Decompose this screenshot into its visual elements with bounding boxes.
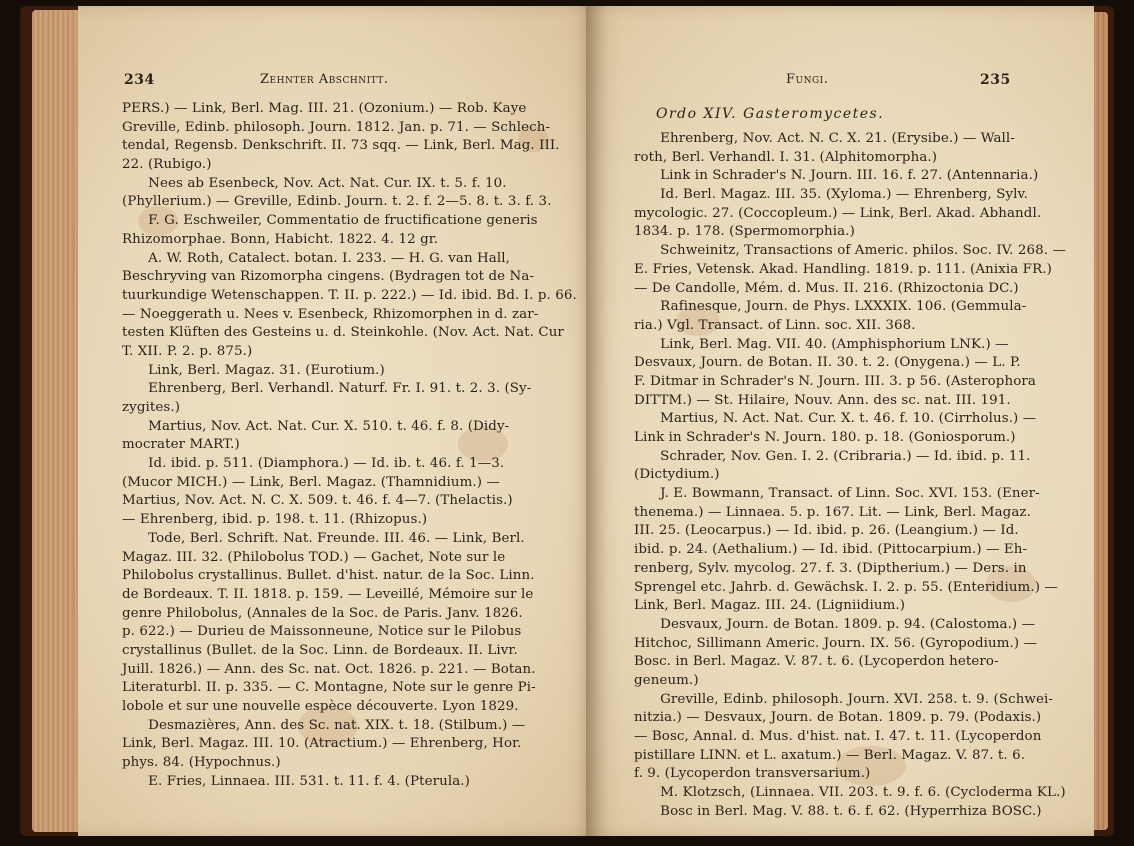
text-line: 1834. p. 178. (Spermomorphia.): [634, 224, 855, 240]
text-line: ria.) Vgl. Transact. of Linn. soc. XII. 368.: [634, 317, 916, 333]
left-running-head: Zehnter Abschnitt.: [260, 72, 389, 87]
left-page: [78, 6, 600, 836]
text-line: Greville, Edinb. philosoph. Journ. 1812. Jan. p. 71. — Schlech-: [122, 119, 551, 135]
text-line: Rafinesque, Journ. de Phys. LXXXIX. 106. (Gemmula-: [634, 299, 1027, 315]
text-line: M. Klotzsch, (Linnaea. VII. 203. t. 9. f. 6. (Cycloderma KL.): [634, 785, 1066, 801]
text-line: Martius, N. Act. Nat. Cur. X. t. 46. f. 10. (Cirrholus.) —: [634, 411, 1037, 427]
text-line: Link, Berl. Magaz. III. 24. (Ligniidium.): [634, 598, 906, 614]
text-line: J. E. Bowmann, Transact. of Linn. Soc. XVI. 153. (Ener-: [634, 486, 1040, 502]
text-line: Link, Berl. Magaz. III. 10. (Atractium.) — Ehrenberg, Hor.: [122, 736, 522, 752]
text-line: p. 622.) — Durieu de Maissonneune, Notice sur le Pilobus: [122, 624, 522, 640]
text-line: renberg, Sylv. mycolog. 27. f. 3. (Diptherium.) — Ders. in: [634, 560, 1027, 576]
text-line: thenema.) — Linnaea. 5. p. 167. Lit. — Link, Berl. Magaz.: [634, 504, 1031, 520]
text-line: Id. Berl. Magaz. III. 35. (Xyloma.) — Ehrenberg, Sylv.: [634, 187, 1028, 203]
text-line: Bosc in Berl. Mag. V. 88. t. 6. f. 62. (Hyperrhiza BOSC.): [634, 803, 1042, 819]
text-line: Tode, Berl. Schrift. Nat. Freunde. III. 46. — Link, Berl.: [122, 530, 525, 546]
text-line: — Bosc, Annal. d. Mus. d'hist. nat. I. 47. t. 11. (Lycoperdon: [634, 729, 1042, 744]
text-line: mocrater MART.): [122, 437, 240, 453]
text-line: Philobolus crystallinus. Bullet. d'hist. natur. de la Soc. Linn.: [122, 568, 535, 584]
text-line: F. G. Eschweiler, Commentatio de fructificatione generis: [122, 213, 538, 229]
text-line: Link, Berl. Magaz. 31. (Eurotium.): [122, 362, 385, 378]
page-edges-left: [32, 10, 78, 832]
text-line: Ehrenberg, Berl. Verhandl. Naturf. Fr. I. 91. t. 2. 3. (Sy-: [122, 381, 532, 397]
text-line: Rhizomorphae. Bonn, Habicht. 1822. 4. 12 gr.: [122, 231, 439, 247]
text-line: Literaturbl. II. p. 335. — C. Montagne, Note sur le genre Pi-: [122, 680, 536, 696]
text-line: Desvaux, Journ. de Botan. 1809. p. 94. (Calostoma.) —: [634, 616, 1036, 632]
right-body-text: [634, 130, 1066, 821]
book: [20, 6, 1114, 836]
text-line: roth, Berl. Verhandl. I. 31. (Alphitomorpha.): [634, 149, 938, 165]
text-line: Martius, Nov. Act. Nat. Cur. X. 510. t. 46. f. 8. (Didy-: [122, 418, 510, 434]
text-line: genre Philobolus, (Annales de la Soc. de Paris. Janv. 1826.: [122, 605, 523, 621]
text-line: PERS.) — Link, Berl. Mag. III. 21. (Ozonium.) — Rob. Kaye: [122, 101, 527, 116]
text-line: Beschryving van Rizomorpha cingens. (Bydragen tot de Na-: [122, 269, 535, 285]
text-line: geneum.): [634, 672, 699, 688]
text-line: testen Klüften des Gesteins u. d. Steinkohle. (Nov. Act. Nat. Cur: [122, 325, 564, 341]
text-line: Nees ab Esenbeck, Nov. Act. Nat. Cur. IX. t. 5. f. 10.: [122, 175, 507, 191]
text-line: Schweinitz, Transactions of Americ. philos. Soc. IV. 268. —: [634, 243, 1066, 259]
text-line: (Mucor MICH.) — Link, Berl. Magaz. (Thamnidium.) —: [122, 474, 500, 490]
text-line: III. 25. (Leocarpus.) — Id. ibid. p. 26. (Leangium.) — Id.: [634, 523, 1019, 539]
text-line: pistillare LINN. et L. axatum.) — Berl. Magaz. V. 87. t. 6.: [634, 747, 1026, 763]
text-line: Schrader, Nov. Gen. I. 2. (Cribraria.) — Id. ibid. p. 11.: [634, 448, 1031, 464]
text-line: — De Candolle, Mém. d. Mus. II. 216. (Rhizoctonia DC.): [634, 280, 1019, 296]
text-line: F. Ditmar in Schrader's N. Journ. III. 3. p 56. (Asterophora: [634, 373, 1036, 389]
text-line: Link in Schrader's N. Journ. 180. p. 18. (Goniosporum.): [634, 430, 1016, 445]
text-line: tuurkundige Wetenschappen. T. II. p. 222.) — Id. ibid. Bd. I. p. 66.: [122, 287, 577, 303]
text-line: DITTM.) — St. Hilaire, Nouv. Ann. des sc. nat. III. 191.: [634, 392, 1011, 408]
text-line: f. 9. (Lycoperdon transversarium.): [634, 766, 871, 782]
text-line: — Noeggerath u. Nees v. Esenbeck, Rhizomorphen in d. zar-: [122, 306, 539, 322]
right-page: [586, 6, 1094, 836]
text-line: ibid. p. 24. (Aethalium.) — Id. ibid. (Pittocarpium.) — Eh-: [634, 542, 1028, 558]
text-line: Hitchoc, Sillimann Americ. Journ. IX. 56. (Gyropodium.) —: [634, 635, 1038, 651]
text-line: zygites.): [122, 400, 181, 415]
text-line: tendal, Regensb. Denkschrift. II. 73 sqq. — Link, Berl. Mag. III.: [122, 138, 560, 154]
text-line: 22. (Rubigo.): [122, 157, 212, 173]
ordo-heading: Ordo XIV. Gasteromycetes.: [656, 106, 885, 122]
left-body-text: [122, 100, 577, 791]
text-line: Juill. 1826.) — Ann. des Sc. nat. Oct. 1826. p. 221. — Botan.: [122, 661, 536, 677]
text-line: phys. 84. (Hypochnus.): [122, 755, 281, 771]
text-line: Ehrenberg, Nov. Act. N. C. X. 21. (Erysibe.) — Wall-: [634, 131, 1015, 146]
text-line: A. W. Roth, Catalect. botan. I. 233. — H. G. van Hall,: [122, 250, 511, 266]
text-line: Sprengel etc. Jahrb. d. Gewächsk. I. 2. p. 55. (Enteridium.) —: [634, 579, 1058, 595]
text-line: crystallinus (Bullet. de la Soc. Linn. de Bordeaux. II. Livr.: [122, 642, 518, 658]
left-page-number: 234: [124, 72, 155, 88]
text-line: Magaz. III. 32. (Philobolus TOD.) — Gachet, Note sur le: [122, 549, 506, 565]
text-line: nitzia.) — Desvaux, Journ. de Botan. 1809. p. 79. (Podaxis.): [634, 710, 1042, 726]
text-line: lobole et sur une nouvelle espèce découverte. Lyon 1829.: [122, 699, 519, 714]
text-line: — Ehrenberg, ibid. p. 198. t. 11. (Rhizopus.): [122, 512, 428, 528]
text-line: Link, Berl. Mag. VII. 40. (Amphisphorium LNK.) —: [634, 336, 1009, 352]
text-line: de Bordeaux. T. II. 1818. p. 159. — Leveillé, Mémoire sur le: [122, 586, 534, 602]
text-line: (Dictydium.): [634, 467, 720, 483]
text-line: Desvaux, Journ. de Botan. II. 30. t. 2. (Onygena.) — L. P.: [634, 355, 1021, 371]
text-line: mycologic. 27. (Coccopleum.) — Link, Berl. Akad. Abhandl.: [634, 205, 1042, 221]
text-line: Link in Schrader's N. Journ. III. 16. f. 27. (Antennaria.): [634, 168, 1039, 184]
right-running-head: Fungi.: [786, 72, 829, 87]
text-line: Id. ibid. p. 511. (Diamphora.) — Id. ib. t. 46. f. 1—3.: [122, 456, 505, 472]
right-page-number: 235: [980, 72, 1011, 88]
text-line: Greville, Edinb. philosoph. Journ. XVI. 258. t. 9. (Schwei-: [634, 691, 1054, 707]
text-line: Bosc. in Berl. Magaz. V. 87. t. 6. (Lycoperdon hetero-: [634, 654, 999, 670]
text-line: Desmazières, Ann. des Sc. nat. XIX. t. 18. (Stilbum.) —: [122, 717, 526, 733]
text-line: E. Fries, Linnaea. III. 531. t. 11. f. 4. (Pterula.): [122, 773, 470, 789]
text-line: Martius, Nov. Act. N. C. X. 509. t. 46. f. 4—7. (Thelactis.): [122, 493, 513, 509]
text-line: T. XII. P. 2. p. 875.): [122, 343, 253, 359]
text-line: (Phyllerium.) — Greville, Edinb. Journ. t. 2. f. 2—5. 8. t. 3. f. 3.: [122, 194, 552, 210]
text-line: E. Fries, Vetensk. Akad. Handling. 1819. p. 111. (Anixia FR.): [634, 261, 1052, 277]
